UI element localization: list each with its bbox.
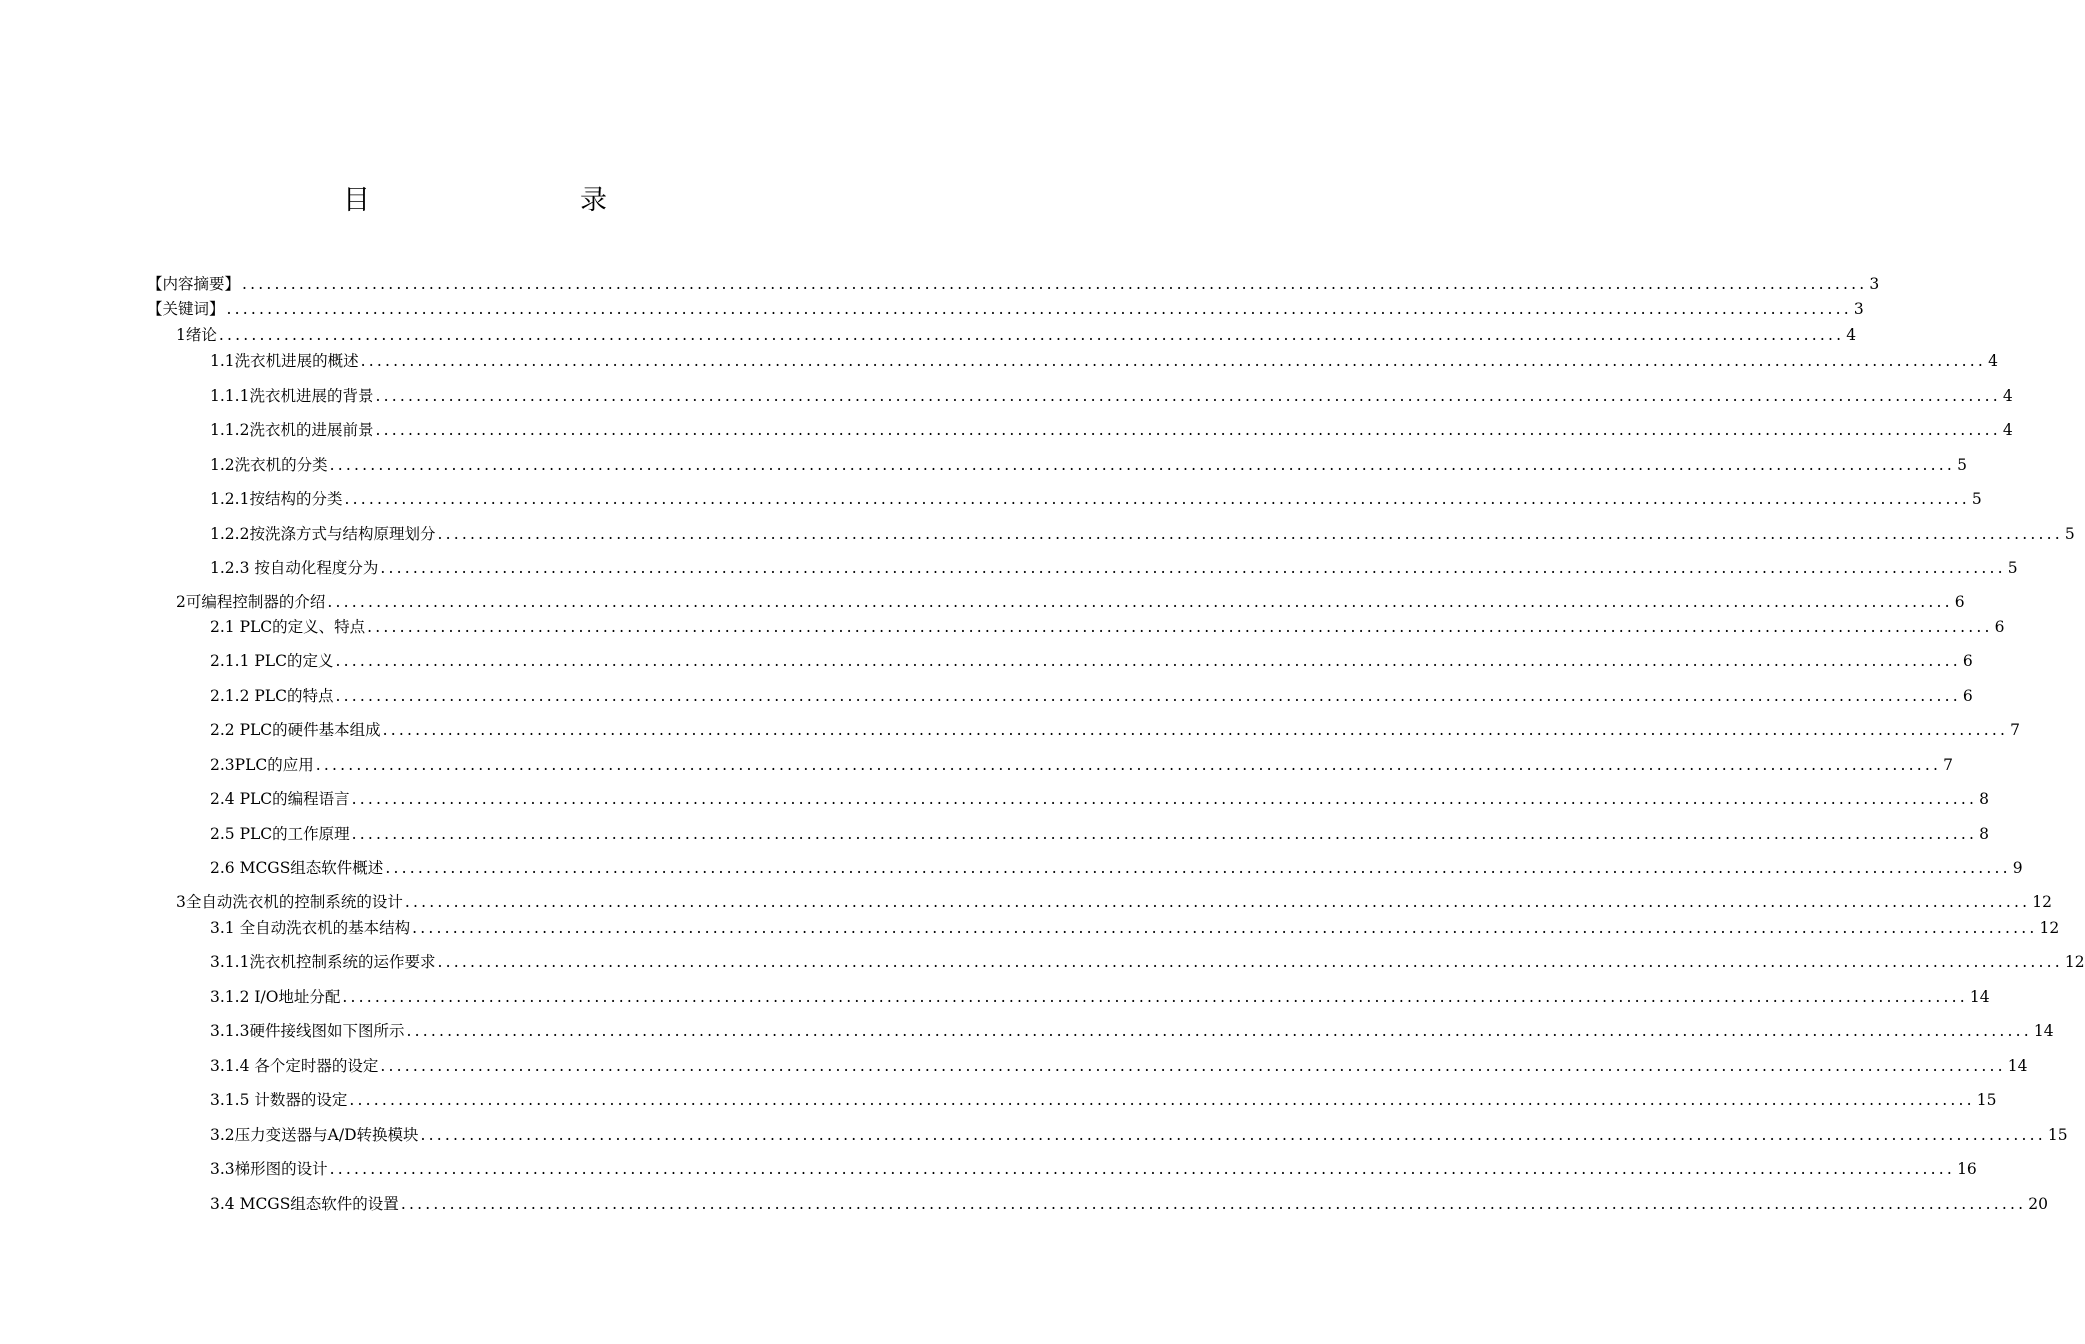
toc-entry-page: 5 — [1971, 490, 1982, 508]
toc-entry[interactable] — [210, 1193, 2048, 1215]
toc-entry-label: 2.5 PLC的工作原理 — [210, 825, 350, 843]
toc-entry-label: 1.2.1按结构的分类 — [210, 490, 343, 508]
toc-leader-dots: ........................................................................................................................................................................................................ — [342, 988, 1968, 1006]
toc-leader-dots: ........................................................................................................................................................................................................ — [335, 687, 1961, 705]
toc-entry[interactable] — [210, 454, 1967, 476]
toc-leader-dots: ........................................................................................................................................................................................................ — [385, 859, 2011, 877]
toc-leader-dots: ........................................................................................................................................................................................................ — [329, 456, 1956, 474]
toc-entry-page: 20 — [2028, 1195, 2048, 1213]
toc-title: 目 录 — [343, 185, 659, 216]
toc-entry-label: 3.1.1洗衣机控制系统的运作要求 — [210, 953, 436, 971]
toc-entry-page: 16 — [1957, 1160, 1977, 1178]
toc-entry-label: 3.1.4 各个定时器的设定 — [210, 1057, 379, 1075]
toc-entry-label: 3.1 全自动洗衣机的基本结构 — [210, 919, 411, 937]
toc-entry[interactable] — [210, 1055, 2028, 1077]
toc-leader-dots: ........................................................................................................................................................................................................ — [380, 1057, 2006, 1075]
toc-entry[interactable] — [210, 823, 1989, 845]
toc-leader-dots: ........................................................................................................................................................................................................ — [351, 790, 1978, 808]
toc-leader-dots: ........................................................................................................................................................................................................ — [335, 652, 1961, 670]
toc-leader-dots: ........................................................................................................................................................................................................ — [375, 387, 2001, 405]
toc-entry[interactable] — [210, 951, 2085, 973]
toc-entry-page: 14 — [2033, 1022, 2054, 1040]
toc-entry-label: 2可编程控制器的介绍 — [176, 593, 326, 611]
toc-entry-page: 15 — [1976, 1091, 1997, 1109]
toc-entry-page: 8 — [1979, 825, 1989, 843]
toc-leader-dots: ........................................................................................................................................................................................................ — [437, 525, 2063, 543]
toc-entry[interactable] — [210, 523, 2075, 545]
toc-entry[interactable] — [210, 685, 1973, 707]
toc-leader-dots: ........................................................................................................................................................................................................ — [242, 275, 1868, 293]
toc-entry-label: 2.3PLC的应用 — [210, 756, 314, 774]
toc-leader-dots: ........................................................................................................................................................................................................ — [367, 618, 1993, 636]
toc-entry-page: 14 — [1969, 988, 1990, 1006]
toc-entry-page: 3 — [1869, 275, 1880, 293]
toc-entry-label: 3.4 MCGS组态软件的设置 — [210, 1195, 399, 1213]
toc-leader-dots: ........................................................................................................................................................................................................ — [375, 421, 2001, 439]
toc-entry-label: 2.1.1 PLC的定义 — [210, 652, 334, 670]
toc-entry-label: 1.2洗衣机的分类 — [210, 456, 328, 474]
toc-entry-label: 1.1洗衣机进展的概述 — [210, 352, 359, 370]
toc-entry-page: 4 — [1846, 326, 1857, 344]
toc-entry-page: 6 — [1994, 618, 2005, 636]
toc-entry[interactable] — [210, 917, 2060, 939]
toc-leader-dots: ........................................................................................................................................................................................................ — [412, 919, 2038, 937]
toc-entry-page: 9 — [2012, 859, 2023, 877]
toc-leader-dots: ........................................................................................................................................................................................................ — [360, 352, 1987, 370]
toc-entry-page: 6 — [1962, 652, 1973, 670]
toc-entry-page: 12 — [2032, 893, 2053, 911]
toc-entry[interactable] — [210, 419, 2013, 441]
toc-entry[interactable] — [210, 350, 1998, 372]
toc-entry[interactable] — [210, 616, 2005, 638]
toc-entry-label: 【内容摘要】 — [147, 275, 241, 293]
toc-entry[interactable] — [210, 754, 1954, 776]
toc-entry[interactable] — [210, 488, 1982, 510]
toc-leader-dots: ........................................................................................................................................................................................................ — [382, 721, 2009, 739]
toc-entry-label: 1.1.1洗衣机进展的背景 — [210, 387, 374, 405]
toc-entry-label: 1.2.3 按自动化程度分为 — [210, 559, 379, 577]
toc-entry-page: 7 — [1943, 756, 1954, 774]
toc-entry-label: 1.1.2洗衣机的进展前景 — [210, 421, 374, 439]
toc-entry[interactable] — [210, 1020, 2054, 1042]
toc-entry-label: 3.1.5 计数器的设定 — [210, 1091, 348, 1109]
toc-entry-page: 3 — [1853, 300, 1864, 318]
toc-entry[interactable] — [176, 891, 2053, 913]
toc-entry-label: 3.1.2 I/O地址分配 — [210, 988, 341, 1006]
toc-leader-dots: ........................................................................................................................................................................................................ — [380, 559, 2006, 577]
toc-entry-label: 【关键词】 — [147, 300, 225, 318]
toc-leader-dots: ........................................................................................................................................................................................................ — [226, 300, 1852, 318]
toc-leader-dots: ........................................................................................................................................................................................................ — [315, 756, 1942, 774]
toc-entry[interactable] — [147, 273, 1880, 295]
toc-entry[interactable] — [176, 324, 1857, 346]
toc-leader-dots: ........................................................................................................................................................................................................ — [349, 1091, 1975, 1109]
toc-entry-label: 2.2 PLC的硬件基本组成 — [210, 721, 381, 739]
toc-entry-label: 3.1.3硬件接线图如下图所示 — [210, 1022, 405, 1040]
toc-leader-dots: ........................................................................................................................................................................................................ — [351, 825, 1978, 843]
toc-leader-dots: ........................................................................................................................................................................................................ — [404, 893, 2031, 911]
toc-entry-page: 12 — [2039, 919, 2060, 937]
toc-entry-page: 4 — [2002, 387, 2013, 405]
toc-entry-page: 15 — [2047, 1126, 2068, 1144]
toc-leader-dots: ........................................................................................................................................................................................................ — [329, 1160, 1956, 1178]
toc-entry[interactable] — [210, 1124, 2068, 1146]
toc-entry[interactable] — [210, 986, 1990, 1008]
toc-entry-label: 2.6 MCGS组态软件概述 — [210, 859, 384, 877]
toc-entry-page: 5 — [2007, 559, 2018, 577]
toc-entry-page: 5 — [1957, 456, 1967, 474]
toc-entry[interactable] — [210, 1089, 1997, 1111]
toc-entry[interactable] — [210, 857, 2023, 879]
toc-leader-dots: ........................................................................................................................................................................................................ — [406, 1022, 2032, 1040]
toc-entry-page: 4 — [1988, 352, 1998, 370]
toc-entry[interactable] — [176, 591, 1965, 613]
toc-leader-dots: ........................................................................................................................................................................................................ — [420, 1126, 2046, 1144]
toc-entry-label: 3.3梯形图的设计 — [210, 1160, 328, 1178]
toc-leader-dots: ........................................................................................................................................................................................................ — [344, 490, 1970, 508]
toc-entry-page: 12 — [2064, 953, 2085, 971]
toc-entry-label: 1.2.2按洗涤方式与结构原理划分 — [210, 525, 436, 543]
toc-entry-page: 8 — [1979, 790, 1989, 808]
toc-leader-dots: ........................................................................................................................................................................................................ — [327, 593, 1953, 611]
toc-entry-label: 2.4 PLC的编程语言 — [210, 790, 350, 808]
toc-entry-label: 2.1 PLC的定义、特点 — [210, 618, 366, 636]
toc-leader-dots: ........................................................................................................................................................................................................ — [218, 326, 1845, 344]
toc-leader-dots: ........................................................................................................................................................................................................ — [437, 953, 2063, 971]
toc-entry[interactable] — [210, 788, 1989, 810]
toc-entry[interactable] — [147, 298, 1864, 320]
toc-entry-page: 6 — [1954, 593, 1965, 611]
toc-entry-page: 14 — [2007, 1057, 2028, 1075]
toc-entry[interactable] — [210, 719, 2020, 741]
toc-entry-page: 6 — [1962, 687, 1973, 705]
toc-entry[interactable] — [210, 385, 2013, 407]
toc-leader-dots: ........................................................................................................................................................................................................ — [400, 1195, 2027, 1213]
toc-entry-label: 3.2压力变送器与A/D转换模块 — [210, 1126, 419, 1144]
toc-entry-page: 4 — [2002, 421, 2013, 439]
toc-entry[interactable] — [210, 557, 2018, 579]
toc-entry-page: 7 — [2010, 721, 2020, 739]
toc-entry[interactable] — [210, 1158, 1977, 1180]
toc-entry-label: 1绪论 — [176, 326, 217, 344]
toc-entry-label: 2.1.2 PLC的特点 — [210, 687, 334, 705]
toc-entry-label: 3全自动洗衣机的控制系统的设计 — [176, 893, 403, 911]
toc-entry[interactable] — [210, 650, 1973, 672]
toc-entry-page: 5 — [2064, 525, 2075, 543]
